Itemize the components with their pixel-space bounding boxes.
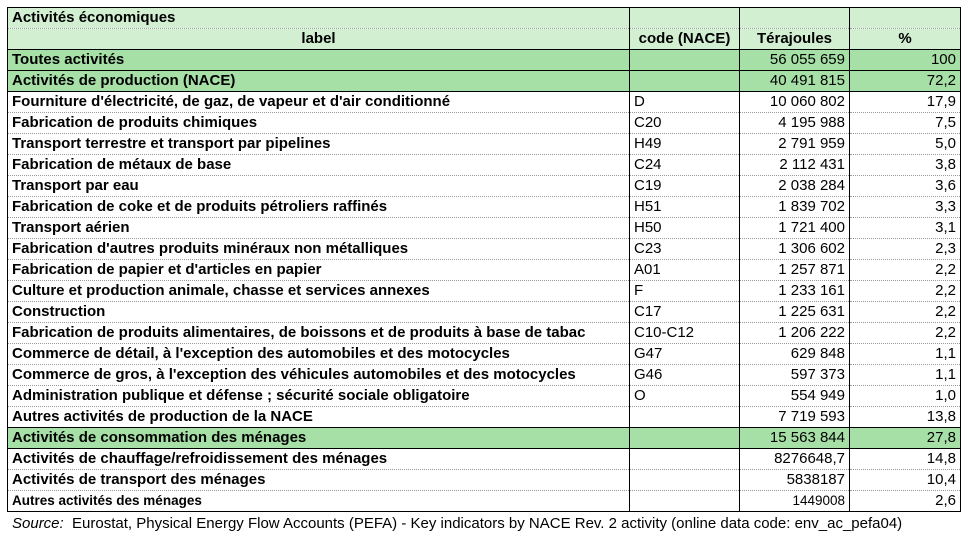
row-terajoules: 10 060 802 <box>740 92 850 113</box>
row-label: Activités de transport des ménages <box>8 470 630 491</box>
row-label: Commerce de gros, à l'exception des véhicules automobiles et des motocycles <box>8 365 630 386</box>
column-header-terajoules: Térajoules <box>740 29 850 50</box>
table-row <box>8 449 961 470</box>
row-percent: 3,6 <box>850 176 961 197</box>
row-terajoules: 40 491 815 <box>740 71 850 92</box>
table-row <box>8 218 961 239</box>
energy-table <box>7 7 961 512</box>
row-terajoules: 15 563 844 <box>740 428 850 449</box>
table-body <box>8 50 961 512</box>
row-terajoules: 1 257 871 <box>740 260 850 281</box>
row-label: Fabrication de métaux de base <box>8 155 630 176</box>
row-terajoules: 1 233 161 <box>740 281 850 302</box>
row-code <box>630 71 740 92</box>
table-row <box>8 155 961 176</box>
row-percent: 17,9 <box>850 92 961 113</box>
row-code: F <box>630 281 740 302</box>
group-header-row <box>8 8 961 29</box>
row-terajoules: 8276648,7 <box>740 449 850 470</box>
table-row <box>8 239 961 260</box>
row-code: C17 <box>630 302 740 323</box>
row-percent: 2,2 <box>850 281 961 302</box>
total-row <box>8 428 961 449</box>
row-label: Transport terrestre et transport par pipelines <box>8 134 630 155</box>
total-row <box>8 71 961 92</box>
row-label: Activités de production (NACE) <box>8 71 630 92</box>
row-percent: 3,8 <box>850 155 961 176</box>
row-label: Fabrication de produits alimentaires, de boissons et de produits à base de tabac <box>8 323 630 344</box>
table-row <box>8 176 961 197</box>
row-label: Fabrication de produits chimiques <box>8 113 630 134</box>
row-code: C24 <box>630 155 740 176</box>
row-code: H49 <box>630 134 740 155</box>
row-percent: 13,8 <box>850 407 961 428</box>
row-percent: 72,2 <box>850 71 961 92</box>
row-terajoules: 1449008 <box>740 491 850 512</box>
row-terajoules: 629 848 <box>740 344 850 365</box>
table-row <box>8 92 961 113</box>
row-label: Fabrication de coke et de produits pétroliers raffinés <box>8 197 630 218</box>
row-terajoules: 554 949 <box>740 386 850 407</box>
row-code: D <box>630 92 740 113</box>
table-row <box>8 113 961 134</box>
row-percent: 27,8 <box>850 428 961 449</box>
row-percent: 1,1 <box>850 365 961 386</box>
row-code: A01 <box>630 260 740 281</box>
table-row <box>8 344 961 365</box>
row-code <box>630 491 740 512</box>
row-terajoules: 2 112 431 <box>740 155 850 176</box>
row-terajoules: 56 055 659 <box>740 50 850 71</box>
table-row <box>8 365 961 386</box>
row-label: Autres activités de production de la NACE <box>8 407 630 428</box>
column-header-percent: % <box>850 29 961 50</box>
row-percent: 1,1 <box>850 344 961 365</box>
row-code: O <box>630 386 740 407</box>
row-label: Activités de consommation des ménages <box>8 428 630 449</box>
table-row <box>8 281 961 302</box>
row-terajoules: 1 225 631 <box>740 302 850 323</box>
group-header: Activités économiques <box>8 8 630 29</box>
row-percent: 2,6 <box>850 491 961 512</box>
table-row <box>8 470 961 491</box>
row-percent: 14,8 <box>850 449 961 470</box>
row-label: Administration publique et défense ; sécurité sociale obligatoire <box>8 386 630 407</box>
row-percent: 5,0 <box>850 134 961 155</box>
row-terajoules: 2 038 284 <box>740 176 850 197</box>
group-header-code-cell <box>630 8 740 29</box>
column-header-label: label <box>8 29 630 50</box>
group-header-pct-cell <box>850 8 961 29</box>
row-code: H50 <box>630 218 740 239</box>
row-code: C20 <box>630 113 740 134</box>
table-row <box>8 386 961 407</box>
row-percent: 2,2 <box>850 260 961 281</box>
column-header-code: code (NACE) <box>630 29 740 50</box>
row-code <box>630 407 740 428</box>
source-prefix: Source: <box>12 515 64 532</box>
row-percent: 3,3 <box>850 197 961 218</box>
row-terajoules: 4 195 988 <box>740 113 850 134</box>
table-row <box>8 407 961 428</box>
table-row <box>8 260 961 281</box>
row-percent: 2,2 <box>850 323 961 344</box>
group-header-tj-cell <box>740 8 850 29</box>
row-code: G46 <box>630 365 740 386</box>
table-row <box>8 491 961 512</box>
row-terajoules: 2 791 959 <box>740 134 850 155</box>
table-row <box>8 134 961 155</box>
row-terajoules: 1 839 702 <box>740 197 850 218</box>
row-code: C10-C12 <box>630 323 740 344</box>
row-percent: 7,5 <box>850 113 961 134</box>
row-percent: 3,1 <box>850 218 961 239</box>
row-label: Fourniture d'électricité, de gaz, de vapeur et d'air conditionné <box>8 92 630 113</box>
row-terajoules: 7 719 593 <box>740 407 850 428</box>
source-text: Eurostat, Physical Energy Flow Accounts (PEFA) - Key indicators by NACE Rev. 2 activity (online data code: env_ac_pefa04) <box>72 515 903 532</box>
row-terajoules: 1 721 400 <box>740 218 850 239</box>
row-label: Commerce de détail, à l'exception des automobiles et des motocycles <box>8 344 630 365</box>
row-label: Transport par eau <box>8 176 630 197</box>
table-row <box>8 323 961 344</box>
row-terajoules: 5838187 <box>740 470 850 491</box>
table-row <box>8 197 961 218</box>
row-label: Toutes activités <box>8 50 630 71</box>
row-label: Activités de chauffage/refroidissement des ménages <box>8 449 630 470</box>
row-percent: 1,0 <box>850 386 961 407</box>
row-percent: 100 <box>850 50 961 71</box>
row-percent: 10,4 <box>850 470 961 491</box>
row-code: G47 <box>630 344 740 365</box>
row-label: Culture et production animale, chasse et services annexes <box>8 281 630 302</box>
row-label: Fabrication de papier et d'articles en papier <box>8 260 630 281</box>
row-code: H51 <box>630 197 740 218</box>
row-code <box>630 428 740 449</box>
row-code <box>630 50 740 71</box>
source-note <box>12 515 902 532</box>
row-label: Autres activités des ménages <box>8 491 630 512</box>
row-percent: 2,3 <box>850 239 961 260</box>
row-percent: 2,2 <box>850 302 961 323</box>
column-header-row <box>8 29 961 50</box>
row-terajoules: 597 373 <box>740 365 850 386</box>
table-row <box>8 302 961 323</box>
row-terajoules: 1 306 602 <box>740 239 850 260</box>
row-code <box>630 449 740 470</box>
row-code <box>630 470 740 491</box>
row-code: C23 <box>630 239 740 260</box>
total-row <box>8 50 961 71</box>
row-label: Construction <box>8 302 630 323</box>
row-label: Fabrication d'autres produits minéraux non métalliques <box>8 239 630 260</box>
row-code: C19 <box>630 176 740 197</box>
row-terajoules: 1 206 222 <box>740 323 850 344</box>
row-label: Transport aérien <box>8 218 630 239</box>
